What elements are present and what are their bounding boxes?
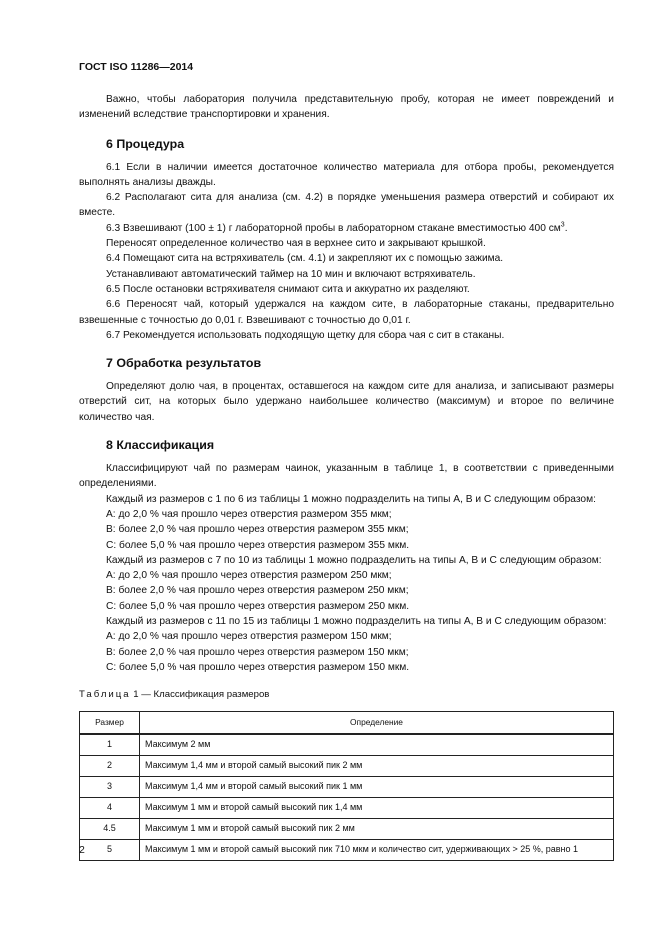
cell-definition: Максимум 1 мм и второй самый высокий пик 1,4 мм: [140, 797, 614, 818]
table-caption: [79, 687, 614, 702]
clause-6-2: 6.2 Располагают сита для анализа (см. 4.2) в порядке уменьшения размера отверстий и собирают их вместе.: [79, 192, 614, 219]
cell-size: 4.5: [80, 818, 140, 839]
table-caption-label: Таблица: [79, 689, 131, 701]
cell-size: 5: [80, 839, 140, 860]
table-header-row: [80, 711, 614, 734]
section-8-intro: Классифицируют чай по размерам чаинок, указанным в таблице 1, в соответствии с приведенными определениями.: [79, 463, 614, 490]
clause-6-3-continued: Переносят определенное количество чая в верхнее сито и закрывают крышкой.: [106, 238, 486, 250]
group-1-type-c: С: более 5,0 % чая прошло через отверстия размером 355 мкм.: [106, 539, 410, 551]
cell-size: 2: [80, 755, 140, 776]
section-7-text: Определяют долю чая, в процентах, оставшегося на каждом сите для анализа, и записывают размеры отверстий сит, на которых было удержано наибольшее количество (максимум) и второе по величине количество чая.: [79, 381, 614, 423]
section-7-heading: 7 Обработка результатов: [106, 356, 262, 371]
group-2-type-a: А: до 2,0 % чая прошло через отверстия размером 250 мкм;: [106, 570, 392, 582]
group-2-type-b: В: более 2,0 % чая прошло через отверстия размером 250 мкм;: [106, 585, 409, 597]
cell-definition: Максимум 1 мм и второй самый высокий пик 2 мм: [140, 818, 614, 839]
intro-paragraph: Важно, чтобы лаборатория получила представительную пробу, которая не имеет повреждений и изменений вследствие транспортировки и хранения.: [79, 94, 614, 121]
cell-size: 3: [80, 776, 140, 797]
clause-6-1: 6.1 Если в наличии имеется достаточное количество материала для отбора пробы, рекомендуется выполнять анализы дважды.: [79, 161, 614, 188]
table-row: [80, 797, 614, 818]
clause-6-3-text: 6.3 Взвешивают (100 ± 1) г лабораторной пробы в лабораторном стакане вместимостью 400 см: [106, 222, 561, 234]
col-header-size: Размер: [80, 711, 140, 734]
section-6-heading: 6 Процедура: [106, 136, 185, 151]
size-classification-table: [79, 711, 614, 861]
clause-6-4-continued: Устанавливают автоматический таймер на 10 мин и включают встряхиватель.: [106, 268, 476, 280]
group-2-lead: Каждый из размеров с 7 по 10 из таблицы 1 можно подразделить на типы А, В и С следующим образом:: [106, 554, 602, 566]
table-row: [80, 734, 614, 756]
cell-definition: Максимум 1 мм и второй самый высокий пик 710 мкм и количество сит, удерживающих > 25 %, равно 1: [140, 839, 614, 860]
group-3-lead: Каждый из размеров с 11 по 15 из таблицы 1 можно подразделить на типы А, В и С следующим образом:: [106, 616, 607, 628]
group-3-type-a: А: до 2,0 % чая прошло через отверстия размером 150 мкм;: [106, 631, 392, 643]
page-content: [79, 92, 614, 861]
cell-definition: Максимум 2 мм: [140, 734, 614, 756]
cell-size: 1: [80, 734, 140, 756]
clause-6-7: 6.7 Рекомендуется использовать подходящую щетку для сбора чая с сит в стаканы.: [106, 329, 505, 341]
table-row: [80, 818, 614, 839]
table-row: [80, 776, 614, 797]
col-header-definition: Определение: [140, 711, 614, 734]
cell-definition: Максимум 1,4 мм и второй самый высокий пик 1 мм: [140, 776, 614, 797]
group-3-type-b: В: более 2,0 % чая прошло через отверстия размером 150 мкм;: [106, 646, 409, 658]
clause-6-4: 6.4 Помещают сита на встряхиватель (см. 4.1) и закрепляют их с помощью зажима.: [106, 253, 504, 265]
document-header: ГОСТ ISO 11286—2014: [79, 61, 194, 73]
cell-size: 4: [80, 797, 140, 818]
table-caption-text: 1 — Классификация размеров: [133, 689, 270, 701]
group-3-type-c: С: более 5,0 % чая прошло через отверстия размером 150 мкм.: [106, 661, 410, 673]
section-8-heading: 8 Классификация: [106, 438, 215, 453]
clause-6-3: 6.3 Взвешивают (100 ± 1) г лабораторной пробы в лабораторном стакане вместимостью 400 $см^3$.: [106, 221, 568, 234]
cube-superscript: 3: [560, 221, 565, 229]
clause-6-6: 6.6 Переносят чай, который удержался на каждом сите, в лабораторные стаканы, предварительно взвешенные с точностью до 0,01 г. Взвешивают с точностью до 0,01 г.: [79, 299, 614, 326]
group-1-type-b: В: более 2,0 % чая прошло через отверстия размером 355 мкм;: [106, 524, 409, 536]
table-row: [80, 839, 614, 860]
table-row: [80, 755, 614, 776]
group-1-lead: Каждый из размеров с 1 по 6 из таблицы 1 можно подразделить на типы А, В и С следующим образом:: [106, 493, 596, 505]
clause-6-5: 6.5 После остановки встряхивателя снимают сита и аккуратно их разделяют.: [106, 283, 470, 295]
page-number: 2: [79, 844, 85, 856]
cell-definition: Максимум 1,4 мм и второй самый высокий пик 2 мм: [140, 755, 614, 776]
group-1-type-a: А: до 2,0 % чая прошло через отверстия размером 355 мкм;: [106, 508, 392, 520]
group-2-type-c: С: более 5,0 % чая прошло через отверстия размером 250 мкм.: [106, 600, 410, 612]
